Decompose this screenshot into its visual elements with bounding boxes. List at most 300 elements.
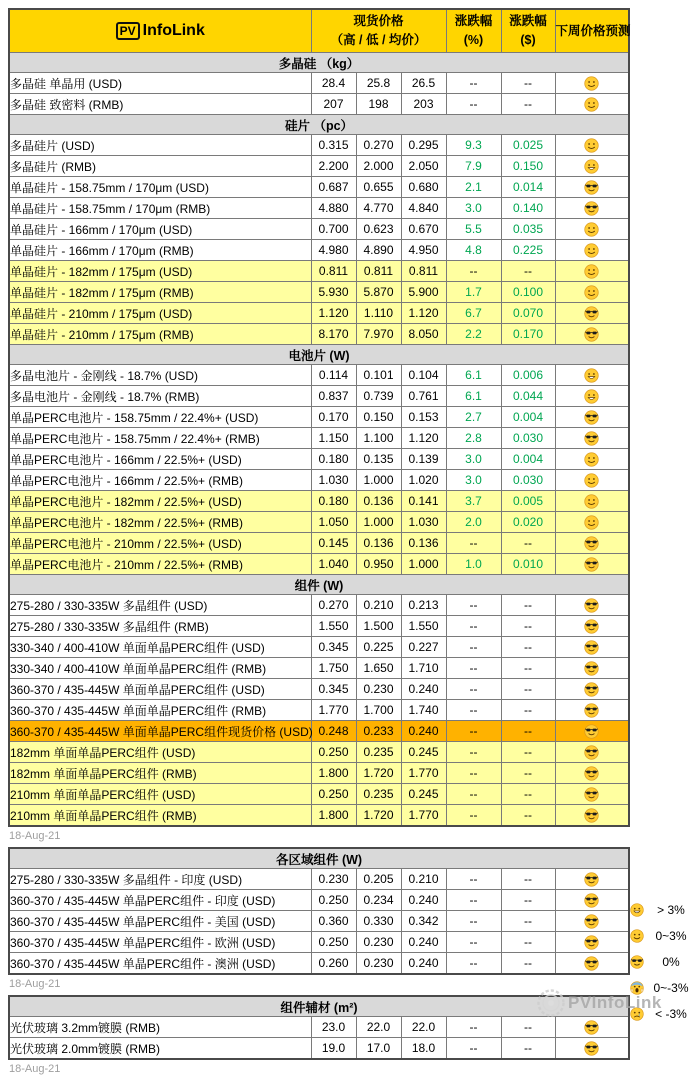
forecast-emoji-cell <box>555 637 629 658</box>
product-name-cell: 275-280 / 330-335W 多晶组件 (RMB) <box>9 616 311 637</box>
smile-emoji-icon <box>584 285 599 300</box>
table-row <box>9 303 629 324</box>
forecast-emoji-cell <box>555 407 629 428</box>
table-row <box>9 73 629 94</box>
section-header-row <box>9 848 629 869</box>
forecast-emoji-cell <box>555 198 629 219</box>
price-low-cell: 0.235 <box>356 742 401 763</box>
price-high-cell: 2.200 <box>311 156 356 177</box>
table-row <box>9 449 629 470</box>
legend-item <box>630 897 696 923</box>
cool-emoji-icon <box>584 872 599 887</box>
change-pct-cell: 5.5 <box>446 219 501 240</box>
change-pct-cell: -- <box>446 953 501 975</box>
price-low-cell: 198 <box>356 94 401 115</box>
forecast-emoji-cell <box>555 616 629 637</box>
price-avg-cell: 22.0 <box>401 1017 446 1038</box>
forecast-emoji-cell <box>555 700 629 721</box>
forecast-emoji-cell <box>555 595 629 616</box>
legend-label: 0~-3% <box>653 981 689 995</box>
section-title: 硅片 （pc） <box>9 115 629 135</box>
price-high-cell: 4.980 <box>311 240 356 261</box>
table-row <box>9 324 629 345</box>
change-usd-cell: 0.225 <box>501 240 555 261</box>
change-pct-cell: 6.1 <box>446 365 501 386</box>
product-name-cell: 330-340 / 400-410W 单面单晶PERC组件 (USD) <box>9 637 311 658</box>
price-avg-cell: 0.139 <box>401 449 446 470</box>
smile-emoji-icon <box>584 243 599 258</box>
price-high-cell: 0.248 <box>311 721 356 742</box>
cool-emoji-icon <box>584 557 599 572</box>
price-low-cell: 2.000 <box>356 156 401 177</box>
change-pct-cell: -- <box>446 533 501 554</box>
price-low-cell: 0.136 <box>356 533 401 554</box>
price-high-cell: 5.930 <box>311 282 356 303</box>
price-avg-cell: 0.761 <box>401 386 446 407</box>
forecast-emoji-cell <box>555 1017 629 1038</box>
cool-emoji-icon <box>584 1020 599 1035</box>
change-pct-cell: 1.0 <box>446 554 501 575</box>
price-high-cell: 1.030 <box>311 470 356 491</box>
table-row <box>9 94 629 115</box>
price-table-1 <box>8 8 630 827</box>
price-low-cell: 0.623 <box>356 219 401 240</box>
change-pct-cell: 1.7 <box>446 282 501 303</box>
price-low-cell: 0.655 <box>356 177 401 198</box>
section-title: 各区域组件 (W) <box>9 848 629 869</box>
price-avg-cell: 0.153 <box>401 407 446 428</box>
legend-item <box>630 1001 696 1027</box>
change-usd-cell: 0.030 <box>501 470 555 491</box>
legend-item <box>630 949 696 975</box>
price-avg-cell: 0.240 <box>401 721 446 742</box>
table-row <box>9 198 629 219</box>
change-usd-cell: 0.140 <box>501 198 555 219</box>
change-usd-cell: -- <box>501 784 555 805</box>
product-name-cell: 360-370 / 435-445W 单面单晶PERC组件现货价格 (USD) <box>9 721 311 742</box>
table-row <box>9 135 629 156</box>
change-usd-cell: -- <box>501 533 555 554</box>
change-usd-cell: 0.070 <box>501 303 555 324</box>
change-usd-cell: -- <box>501 637 555 658</box>
price-high-cell: 0.345 <box>311 679 356 700</box>
price-high-cell: 0.170 <box>311 407 356 428</box>
change-pct-cell: -- <box>446 911 501 932</box>
price-low-cell: 0.210 <box>356 595 401 616</box>
forecast-emoji-cell <box>555 240 629 261</box>
change-pct-cell: -- <box>446 784 501 805</box>
price-low-cell: 0.150 <box>356 407 401 428</box>
smile-emoji-icon <box>584 494 599 509</box>
change-usd-cell: -- <box>501 261 555 282</box>
forecast-emoji-cell <box>555 386 629 407</box>
scream-emoji-icon <box>630 981 644 995</box>
change-pct-cell: -- <box>446 595 501 616</box>
smile-emoji-icon <box>584 264 599 279</box>
price-avg-cell: 203 <box>401 94 446 115</box>
table-row <box>9 658 629 679</box>
product-name-cell: 360-370 / 435-445W 单晶PERC组件 - 欧洲 (USD) <box>9 932 311 953</box>
product-name-cell: 光伏玻璃 2.0mm镀膜 (RMB) <box>9 1038 311 1060</box>
price-high-cell: 0.230 <box>311 869 356 890</box>
change-pct-cell: -- <box>446 763 501 784</box>
cool-emoji-icon <box>584 536 599 551</box>
change-usd-cell: 0.014 <box>501 177 555 198</box>
cool-emoji-icon <box>584 682 599 697</box>
change-usd-cell: -- <box>501 763 555 784</box>
price-avg-cell: 8.050 <box>401 324 446 345</box>
price-avg-cell: 0.213 <box>401 595 446 616</box>
forecast-emoji-cell <box>555 658 629 679</box>
forecast-emoji-cell <box>555 932 629 953</box>
grin-emoji-icon <box>584 389 599 404</box>
col-header-spot-price: 现货价格 （高 / 低 / 均价） <box>311 9 446 53</box>
col-header-change-usd: 涨跌幅 ($) <box>501 9 555 53</box>
table-row <box>9 721 629 742</box>
cool-emoji-icon <box>584 766 599 781</box>
product-name-cell: 单晶硅片 - 182mm / 175μm (USD) <box>9 261 311 282</box>
price-low-cell: 0.230 <box>356 932 401 953</box>
forecast-emoji-cell <box>555 324 629 345</box>
table-row <box>9 533 629 554</box>
section-title: 电池片 (W) <box>9 345 629 365</box>
cool-emoji-icon <box>584 201 599 216</box>
price-high-cell: 0.837 <box>311 386 356 407</box>
price-low-cell: 1.700 <box>356 700 401 721</box>
change-pct-cell: -- <box>446 890 501 911</box>
price-low-cell: 1.110 <box>356 303 401 324</box>
price-avg-cell: 1.120 <box>401 428 446 449</box>
price-avg-cell: 1.740 <box>401 700 446 721</box>
price-high-cell: 0.114 <box>311 365 356 386</box>
price-avg-cell: 0.240 <box>401 932 446 953</box>
brand-logo <box>9 9 311 53</box>
cool-emoji-icon <box>584 703 599 718</box>
change-usd-cell: -- <box>501 869 555 890</box>
change-pct-cell: -- <box>446 261 501 282</box>
report-date: 18-Aug-21 <box>9 1063 61 1075</box>
product-name-cell: 182mm 单面单晶PERC组件 (USD) <box>9 742 311 763</box>
table-row <box>9 261 629 282</box>
change-pct-cell: -- <box>446 932 501 953</box>
price-high-cell: 1.550 <box>311 616 356 637</box>
change-usd-cell: 0.006 <box>501 365 555 386</box>
price-avg-cell: 0.240 <box>401 890 446 911</box>
forecast-emoji-cell <box>555 365 629 386</box>
table-row <box>9 595 629 616</box>
product-name-cell: 275-280 / 330-335W 多晶组件 - 印度 (USD) <box>9 869 311 890</box>
product-name-cell: 210mm 单面单晶PERC组件 (USD) <box>9 784 311 805</box>
section-title: 组件辅材 (m²) <box>9 996 629 1017</box>
forecast-emoji-cell <box>555 742 629 763</box>
product-name-cell: 210mm 单面单晶PERC组件 (RMB) <box>9 805 311 827</box>
column-header-row <box>9 9 629 53</box>
product-name-cell: 光伏玻璃 3.2mm镀膜 (RMB) <box>9 1017 311 1038</box>
product-name-cell: 多晶硅 致密料 (RMB) <box>9 94 311 115</box>
price-high-cell: 207 <box>311 94 356 115</box>
table-row <box>9 1017 629 1038</box>
product-name-cell: 单晶硅片 - 210mm / 175μm (USD) <box>9 303 311 324</box>
change-usd-cell: 0.100 <box>501 282 555 303</box>
price-avg-cell: 4.840 <box>401 198 446 219</box>
product-name-cell: 单晶硅片 - 166mm / 170μm (RMB) <box>9 240 311 261</box>
price-low-cell: 5.870 <box>356 282 401 303</box>
change-pct-cell: 6.1 <box>446 386 501 407</box>
price-avg-cell: 1.710 <box>401 658 446 679</box>
forecast-emoji-cell <box>555 219 629 240</box>
table-row <box>9 869 629 890</box>
smile-emoji-icon <box>630 929 644 943</box>
forecast-emoji-cell <box>555 679 629 700</box>
product-name-cell: 单晶PERC电池片 - 210mm / 22.5%+ (RMB) <box>9 554 311 575</box>
change-usd-cell: -- <box>501 595 555 616</box>
price-avg-cell: 0.295 <box>401 135 446 156</box>
price-avg-cell: 0.240 <box>401 679 446 700</box>
product-name-cell: 360-370 / 435-445W 单晶PERC组件 - 美国 (USD) <box>9 911 311 932</box>
change-pct-cell: 2.8 <box>446 428 501 449</box>
table-row <box>9 932 629 953</box>
table-row <box>9 911 629 932</box>
price-avg-cell: 0.104 <box>401 365 446 386</box>
table-row <box>9 637 629 658</box>
product-name-cell: 单晶PERC电池片 - 166mm / 22.5%+ (USD) <box>9 449 311 470</box>
forecast-emoji-cell <box>555 282 629 303</box>
forecast-emoji-cell <box>555 890 629 911</box>
price-avg-cell: 0.670 <box>401 219 446 240</box>
price-high-cell: 1.770 <box>311 700 356 721</box>
price-avg-cell: 0.227 <box>401 637 446 658</box>
change-usd-cell: -- <box>501 721 555 742</box>
forecast-emoji-cell <box>555 470 629 491</box>
forecast-emoji-cell <box>555 911 629 932</box>
cool-emoji-icon <box>630 955 644 969</box>
price-high-cell: 0.687 <box>311 177 356 198</box>
price-high-cell: 1.150 <box>311 428 356 449</box>
forecast-emoji-cell <box>555 428 629 449</box>
price-high-cell: 1.800 <box>311 805 356 827</box>
product-name-cell: 多晶硅片 (USD) <box>9 135 311 156</box>
legend-item <box>630 975 696 1001</box>
price-high-cell: 0.180 <box>311 449 356 470</box>
price-low-cell: 1.720 <box>356 763 401 784</box>
change-pct-cell: 3.0 <box>446 470 501 491</box>
change-pct-cell: 9.3 <box>446 135 501 156</box>
product-name-cell: 多晶硅片 (RMB) <box>9 156 311 177</box>
watermark-text: PVInfoLink <box>568 993 662 1012</box>
product-name-cell: 单晶硅片 - 182mm / 175μm (RMB) <box>9 282 311 303</box>
price-high-cell: 0.180 <box>311 491 356 512</box>
change-pct-cell: 6.7 <box>446 303 501 324</box>
table-row <box>9 700 629 721</box>
forecast-emoji-cell <box>555 491 629 512</box>
section-title: 多晶硅 （kg） <box>9 53 629 73</box>
table-row <box>9 156 629 177</box>
change-usd-cell: -- <box>501 890 555 911</box>
change-usd-cell: -- <box>501 658 555 679</box>
cool-emoji-icon <box>584 306 599 321</box>
grin-emoji-icon <box>584 368 599 383</box>
change-usd-cell: -- <box>501 805 555 827</box>
cool-emoji-icon <box>584 619 599 634</box>
forecast-emoji-cell <box>555 554 629 575</box>
forecast-emoji-cell <box>555 533 629 554</box>
price-high-cell: 1.750 <box>311 658 356 679</box>
change-pct-cell: 4.8 <box>446 240 501 261</box>
change-pct-cell: -- <box>446 73 501 94</box>
price-low-cell: 17.0 <box>356 1038 401 1060</box>
price-low-cell: 1.650 <box>356 658 401 679</box>
price-low-cell: 0.234 <box>356 890 401 911</box>
pv-infolink-logo <box>10 19 311 43</box>
price-avg-cell: 0.680 <box>401 177 446 198</box>
price-avg-cell: 0.240 <box>401 953 446 975</box>
price-high-cell: 1.040 <box>311 554 356 575</box>
price-low-cell: 1.720 <box>356 805 401 827</box>
price-high-cell: 1.800 <box>311 763 356 784</box>
change-usd-cell: 0.044 <box>501 386 555 407</box>
smile-emoji-icon <box>584 76 599 91</box>
change-usd-cell: 0.170 <box>501 324 555 345</box>
table-row <box>9 240 629 261</box>
cry-emoji-icon <box>630 1007 644 1021</box>
change-pct-cell: -- <box>446 721 501 742</box>
price-low-cell: 4.770 <box>356 198 401 219</box>
change-pct-cell: -- <box>446 1017 501 1038</box>
change-pct-cell: -- <box>446 869 501 890</box>
product-name-cell: 单晶PERC电池片 - 182mm / 22.5%+ (RMB) <box>9 512 311 533</box>
cool-emoji-icon <box>584 745 599 760</box>
price-avg-cell: 0.245 <box>401 784 446 805</box>
price-avg-cell: 26.5 <box>401 73 446 94</box>
price-avg-cell: 0.245 <box>401 742 446 763</box>
table-row <box>9 177 629 198</box>
price-high-cell: 0.260 <box>311 953 356 975</box>
price-low-cell: 0.811 <box>356 261 401 282</box>
change-pct-cell: -- <box>446 679 501 700</box>
change-usd-cell: -- <box>501 73 555 94</box>
price-avg-cell: 5.900 <box>401 282 446 303</box>
price-low-cell: 0.135 <box>356 449 401 470</box>
change-pct-cell: -- <box>446 805 501 827</box>
cool-emoji-icon <box>584 893 599 908</box>
change-pct-cell: -- <box>446 742 501 763</box>
cool-emoji-icon <box>584 431 599 446</box>
price-high-cell: 0.345 <box>311 637 356 658</box>
price-low-cell: 0.101 <box>356 365 401 386</box>
table-row <box>9 890 629 911</box>
forecast-emoji-cell <box>555 94 629 115</box>
col-header-forecast: 下周价格预测 <box>555 9 629 53</box>
cool-emoji-icon <box>584 724 599 739</box>
grin-emoji-icon <box>584 159 599 174</box>
forecast-emoji-cell <box>555 73 629 94</box>
change-usd-cell: 0.020 <box>501 512 555 533</box>
price-low-cell: 0.136 <box>356 491 401 512</box>
price-low-cell: 0.739 <box>356 386 401 407</box>
price-low-cell: 1.500 <box>356 616 401 637</box>
change-usd-cell: -- <box>501 700 555 721</box>
change-usd-cell: -- <box>501 616 555 637</box>
change-usd-cell: 0.004 <box>501 449 555 470</box>
price-high-cell: 0.270 <box>311 595 356 616</box>
price-high-cell: 0.145 <box>311 533 356 554</box>
change-usd-cell: 0.005 <box>501 491 555 512</box>
pv-logo-icon: PV <box>116 22 140 40</box>
smile-emoji-icon <box>584 473 599 488</box>
smile-emoji-icon <box>584 222 599 237</box>
product-name-cell: 单晶PERC电池片 - 182mm / 22.5%+ (USD) <box>9 491 311 512</box>
forecast-emoji-cell <box>555 303 629 324</box>
product-name-cell: 多晶电池片 - 金刚线 - 18.7% (RMB) <box>9 386 311 407</box>
product-name-cell: 单晶PERC电池片 - 210mm / 22.5%+ (USD) <box>9 533 311 554</box>
price-avg-cell: 2.050 <box>401 156 446 177</box>
product-name-cell: 单晶硅片 - 158.75mm / 170μm (USD) <box>9 177 311 198</box>
price-low-cell: 0.233 <box>356 721 401 742</box>
price-high-cell: 0.250 <box>311 932 356 953</box>
price-low-cell: 0.235 <box>356 784 401 805</box>
product-name-cell: 360-370 / 435-445W 单面单晶PERC组件 (USD) <box>9 679 311 700</box>
forecast-emoji-cell <box>555 805 629 827</box>
price-avg-cell: 1.000 <box>401 554 446 575</box>
table-row <box>9 219 629 240</box>
forecast-emoji-cell <box>555 449 629 470</box>
change-usd-cell: 0.150 <box>501 156 555 177</box>
product-name-cell: 360-370 / 435-445W 单晶PERC组件 - 澳洲 (USD) <box>9 953 311 975</box>
price-low-cell: 22.0 <box>356 1017 401 1038</box>
change-pct-cell: 3.7 <box>446 491 501 512</box>
price-avg-cell: 0.210 <box>401 869 446 890</box>
price-high-cell: 0.250 <box>311 742 356 763</box>
price-high-cell: 0.811 <box>311 261 356 282</box>
price-high-cell: 1.050 <box>311 512 356 533</box>
price-avg-cell: 0.136 <box>401 533 446 554</box>
change-usd-cell: -- <box>501 932 555 953</box>
price-high-cell: 28.4 <box>311 73 356 94</box>
forecast-emoji-cell <box>555 763 629 784</box>
table-row <box>9 282 629 303</box>
price-high-cell: 0.250 <box>311 890 356 911</box>
grin-emoji-icon <box>630 903 644 917</box>
section-header-row <box>9 53 629 73</box>
change-usd-cell: 0.030 <box>501 428 555 449</box>
price-avg-cell: 1.120 <box>401 303 446 324</box>
legend-label: < -3% <box>655 1007 687 1021</box>
cool-emoji-icon <box>584 914 599 929</box>
price-low-cell: 1.000 <box>356 512 401 533</box>
price-avg-cell: 4.950 <box>401 240 446 261</box>
forecast-emoji-cell <box>555 135 629 156</box>
product-name-cell: 单晶PERC电池片 - 158.75mm / 22.4%+ (USD) <box>9 407 311 428</box>
price-avg-cell: 1.770 <box>401 805 446 827</box>
price-tables-area <box>8 8 631 1080</box>
change-usd-cell: 0.010 <box>501 554 555 575</box>
table-row <box>9 763 629 784</box>
price-low-cell: 0.230 <box>356 679 401 700</box>
cool-emoji-icon <box>584 661 599 676</box>
forecast-emoji-cell <box>555 953 629 975</box>
change-pct-cell: -- <box>446 658 501 679</box>
change-pct-cell: 3.0 <box>446 198 501 219</box>
price-high-cell: 19.0 <box>311 1038 356 1060</box>
cool-emoji-icon <box>584 640 599 655</box>
change-usd-cell: -- <box>501 679 555 700</box>
price-low-cell: 0.950 <box>356 554 401 575</box>
product-name-cell: 多晶电池片 - 金刚线 - 18.7% (USD) <box>9 365 311 386</box>
cool-emoji-icon <box>584 598 599 613</box>
section-header-row <box>9 115 629 135</box>
report-date: 18-Aug-21 <box>9 978 61 990</box>
price-low-cell: 0.270 <box>356 135 401 156</box>
